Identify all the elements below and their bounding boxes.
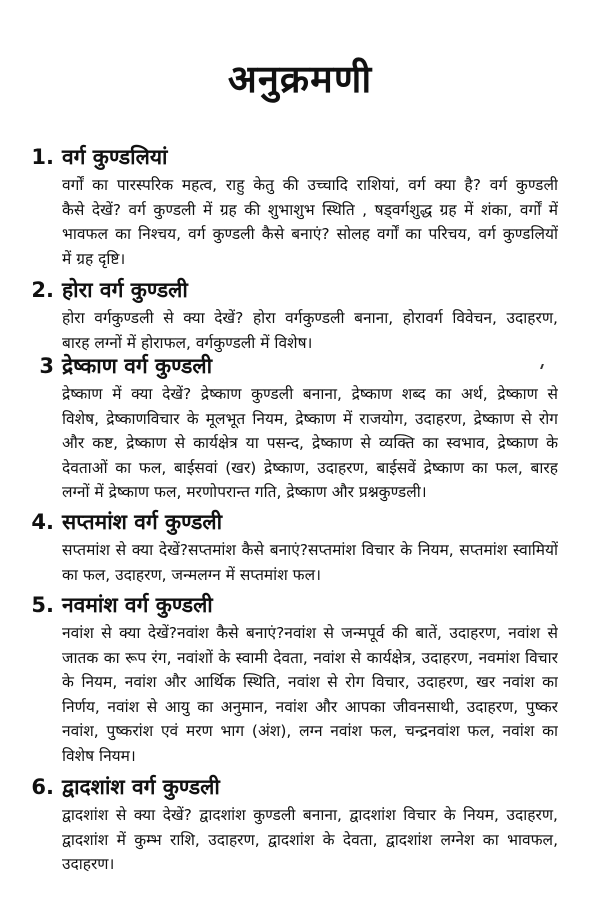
section-heading [0, 276, 600, 306]
section-heading [0, 508, 600, 538]
section-text-line: विशेष, द्रेष्काणविचार के मूलभूत नियम, द्रेष्काण में राजयोग, उदाहरण, द्रेष्काण से रोग [62, 409, 558, 428]
section-heading [0, 352, 600, 382]
section-number: 1. [31, 145, 54, 169]
section-text-line: बारह लग्नों में होराफल, वर्गकुण्डली में विशेष। [62, 333, 313, 352]
section-number: 6. [31, 775, 54, 799]
section-text-line: नवांश, पुष्करांश एवं मरण भाग (अंश), लग्न नवांश फल, चन्द्रनवांश फल, नवांश का [62, 722, 558, 740]
page-title: अनुक्रमणी [227, 57, 373, 101]
section-text-line: निर्णय, नवांश से आयु का अनुमान, नवांश और आपका जीवनसाथी, उदाहरण, पुष्कर [62, 697, 558, 716]
section-heading [0, 143, 600, 173]
section-text-line: नवांश से क्या देखें?नवांश कैसे बनाएं?नवांश से जन्मपूर्व की बातें, उदाहरण, नवांश से [62, 624, 558, 642]
section-title: होरा वर्ग कुण्डली [62, 278, 188, 302]
section-number: 3 [39, 354, 54, 378]
section-text-line: विशेष नियम। [62, 746, 136, 765]
section-title: नवमांश वर्ग कुण्डली [62, 593, 213, 617]
section-title: द्वादशांश वर्ग कुण्डली [62, 775, 220, 799]
section-text-line: द्वादशांश से क्या देखें? द्वादशांश कुण्डली बनाना, द्वादशांश विचार के नियम, उदाहरण, [62, 806, 558, 824]
section-heading [0, 773, 600, 803]
section-text-line: वर्गों का पारस्परिक महत्व, राहु केतु की उच्चादि राशियां, वर्ग क्या है? वर्ग कुण्डली [62, 176, 558, 194]
section-text-line: में ग्रह दृष्टि। [62, 249, 126, 268]
section-number: 4. [31, 510, 54, 534]
section-text-line: उदाहरण। [62, 855, 115, 873]
toc-section [0, 143, 600, 271]
section-text-line: और कष्ट, द्रेष्काण से कार्यक्षेत्र या पसन्द, द्रेष्काण से व्यक्ति का स्वभाव, द्रेष्काण के [62, 434, 558, 452]
toc-section [0, 508, 600, 587]
section-text-line: होरा वर्गकुण्डली से क्या देखें? होरा वर्गकुण्डली बनाना, होरावर्ग विवेचन, उदाहरण, [62, 309, 558, 327]
section-text-line: लग्नों में द्रेष्काण फल, मरणोपरान्त गति, द्रेष्काण और प्रश्नकुण्डली। [62, 483, 427, 501]
section-title: सप्तमांश वर्ग कुण्डली [62, 510, 223, 534]
section-text-line: का फल, उदाहरण, जन्मलग्न में सप्तमांश फल। [62, 565, 321, 584]
section-title: वर्ग कुण्डलियां [62, 145, 168, 169]
toc-section [0, 276, 600, 355]
toc-section [0, 773, 600, 877]
section-title: द्रेष्काण वर्ग कुण्डली [62, 354, 213, 378]
section-text-line: कैसे देखें? वर्ग कुण्डली में ग्रह की शुभाशुभ स्थिति , षड्वर्गशुद्ध ग्रह में शंका, वर्गों में [62, 200, 558, 219]
section-number: 5. [31, 593, 54, 617]
section-text-line: के नियम, नवांश और आर्थिक स्थिति, नवांश से रोग विचार, उदाहरण, खर नवांश का [62, 673, 558, 691]
section-text-line: द्रेष्काण में क्या देखें? द्रेष्काण कुण्डली बनाना, द्रेष्काण शब्द का अर्थ, द्रेष्काण से [62, 385, 558, 403]
section-text-line: द्वादशांश में कुम्भ राशि, उदाहरण, द्वादशांश के देवता, द्वादशांश लग्नेश का भावफल, [62, 830, 558, 849]
toc-section [0, 352, 600, 505]
section-heading [0, 591, 600, 621]
toc-section [0, 591, 600, 768]
section-text-line: देवताओं का फल, बाईसवां (खर) द्रेष्काण, उदाहरण, बाईसवें द्रेष्काण का फल, बारह [62, 458, 558, 477]
section-number: 2. [31, 278, 54, 302]
section-text-line: जातक का रूप रंग, नवांशों के स्वामी देवता, नवांश से कार्यक्षेत्र, उदाहरण, नवमांश विचार [62, 648, 558, 667]
section-text-line: भावफल का निश्चय, वर्ग कुण्डली कैसे बनाएं? सोलह वर्गों का परिचय, वर्ग कुण्डलियों [62, 225, 558, 243]
section-text-line: सप्तमांश से क्या देखें?सप्तमांश कैसे बनाएं?सप्तमांश विचार के नियम, सप्तमांश स्वामियों [62, 541, 558, 559]
